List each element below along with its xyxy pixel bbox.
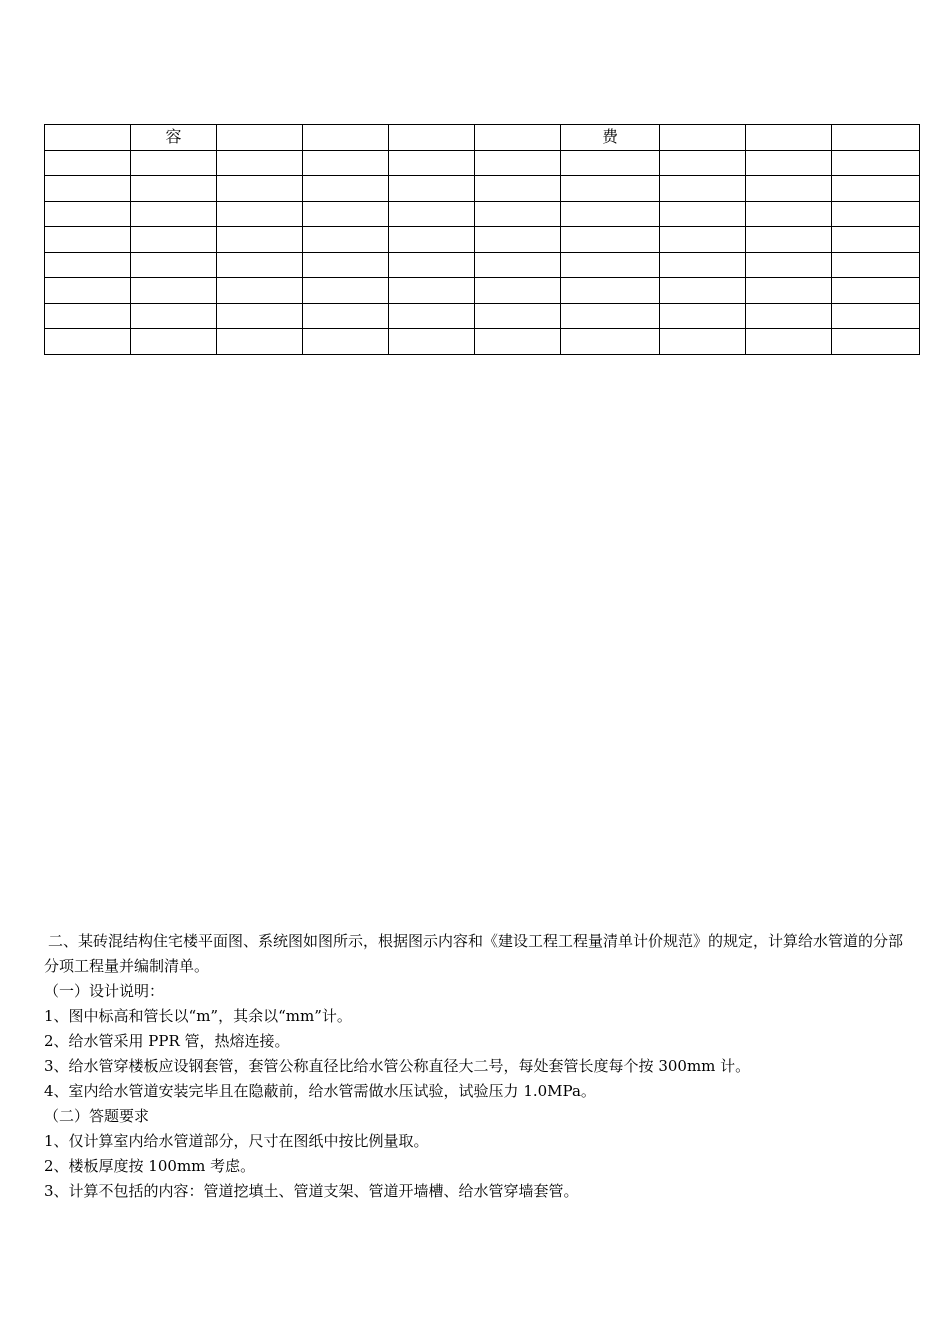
- table-cell: [660, 176, 746, 202]
- table-cell: [303, 227, 389, 253]
- table-cell: [217, 278, 303, 304]
- table-cell: [303, 150, 389, 176]
- table-cell: [561, 303, 660, 329]
- table-header-row: [45, 125, 920, 151]
- answer-requirement-item: 3、计算不包括的内容：管道挖填土、管道支架、管道开墙槽、给水管穿墙套管。: [44, 1182, 579, 1200]
- table-cell: [45, 150, 131, 176]
- table-cell: [832, 227, 920, 253]
- answer-requirements-heading: （二）答题要求: [44, 1107, 150, 1125]
- table-cell: [561, 252, 660, 278]
- table-cell: [131, 252, 217, 278]
- table-cell: [131, 227, 217, 253]
- table-cell: [303, 252, 389, 278]
- table-cell: [217, 150, 303, 176]
- table-cell: [303, 278, 389, 304]
- table-cell: [660, 150, 746, 176]
- table-header-cell: [832, 125, 920, 151]
- table-body: [45, 125, 920, 355]
- table-cell: [561, 150, 660, 176]
- table-cell: [475, 329, 561, 355]
- table-cell: [746, 252, 832, 278]
- table-cell: [389, 252, 475, 278]
- design-note-item: 3、给水管穿楼板应设钢套管，套管公称直径比给水管公称直径大二号，每处套管长度每个按 300mm 计。: [44, 1057, 751, 1075]
- table-cell: [389, 278, 475, 304]
- table-cell: [389, 201, 475, 227]
- table-cell: [45, 201, 131, 227]
- design-note-item: 4、室内给水管道安装完毕且在隐蔽前，给水管需做水压试验，试验压力 1.0MPa。: [44, 1082, 596, 1100]
- table-cell: [746, 150, 832, 176]
- table-cell: [131, 329, 217, 355]
- table-cell: [131, 201, 217, 227]
- table-cell: [389, 329, 475, 355]
- table-cell: [475, 201, 561, 227]
- table-row: [45, 252, 920, 278]
- table-row: [45, 176, 920, 202]
- table-header-cell: [746, 125, 832, 151]
- design-notes-heading: （一）设计说明：: [44, 982, 165, 1000]
- design-note-item: 1、图中标高和管长以“m”，其余以“mm”计。: [44, 1007, 352, 1025]
- table-row: [45, 278, 920, 304]
- table-cell: [660, 329, 746, 355]
- table-cell: [660, 227, 746, 253]
- table-header-cell: [660, 125, 746, 151]
- table-row: [45, 201, 920, 227]
- table-cell: [832, 201, 920, 227]
- table-cell: [45, 329, 131, 355]
- table-cell: [217, 329, 303, 355]
- table-cell: [303, 329, 389, 355]
- table-cell: [475, 176, 561, 202]
- table-cell: [45, 303, 131, 329]
- table-cell: [217, 252, 303, 278]
- table-cell: [832, 150, 920, 176]
- table-cell: [746, 329, 832, 355]
- quantity-table: [44, 124, 920, 355]
- table-cell: [832, 303, 920, 329]
- table-cell: [131, 303, 217, 329]
- table-cell: [389, 303, 475, 329]
- table-cell: [746, 227, 832, 253]
- table-cell: [475, 252, 561, 278]
- table-cell: [217, 303, 303, 329]
- table-cell: [131, 150, 217, 176]
- table-cell: [746, 176, 832, 202]
- table-cell: [475, 150, 561, 176]
- table-cell: [660, 303, 746, 329]
- table-cell: [832, 252, 920, 278]
- table-cell: [561, 329, 660, 355]
- table-cell: [832, 176, 920, 202]
- answer-requirement-item: 2、楼板厚度按 100mm 考虑。: [44, 1157, 256, 1175]
- table-header-cell: [45, 125, 131, 151]
- table-header-cell: 容: [131, 125, 217, 151]
- table-cell: [303, 303, 389, 329]
- table-header-cell: [475, 125, 561, 151]
- table-header-cell: [303, 125, 389, 151]
- table-cell: [131, 176, 217, 202]
- table-cell: [561, 201, 660, 227]
- table-cell: [561, 176, 660, 202]
- table-cell: [45, 252, 131, 278]
- table-cell: [303, 176, 389, 202]
- table-cell: [217, 201, 303, 227]
- table-row: [45, 227, 920, 253]
- table-cell: [475, 227, 561, 253]
- table-cell: [746, 278, 832, 304]
- problem-intro: 二、某砖混结构住宅楼平面图、系统图如图所示，根据图示内容和《建设工程工程量清单计价规范》的规定，计算给水管道的分部分项工程量并编制清单。: [44, 932, 904, 975]
- table-cell: [660, 278, 746, 304]
- table-cell: [561, 278, 660, 304]
- table-header-cell: [217, 125, 303, 151]
- table-header-cell: [389, 125, 475, 151]
- table-header-cell: 费: [561, 125, 660, 151]
- table-row: [45, 150, 920, 176]
- table-cell: [389, 176, 475, 202]
- table-cell: [832, 329, 920, 355]
- table-cell: [303, 201, 389, 227]
- table-cell: [475, 303, 561, 329]
- table-cell: [45, 227, 131, 253]
- table-cell: [217, 176, 303, 202]
- table-cell: [660, 252, 746, 278]
- table-cell: [389, 150, 475, 176]
- table-cell: [746, 201, 832, 227]
- problem-section: [44, 929, 914, 1204]
- table-cell: [217, 227, 303, 253]
- table-cell: [131, 278, 217, 304]
- table-cell: [389, 227, 475, 253]
- table-cell: [475, 278, 561, 304]
- table-cell: [45, 176, 131, 202]
- answer-requirement-item: 1、仅计算室内给水管道部分，尺寸在图纸中按比例量取。: [44, 1132, 429, 1150]
- table-row: [45, 303, 920, 329]
- design-note-item: 2、给水管采用 PPR 管，热熔连接。: [44, 1032, 290, 1050]
- table-cell: [45, 278, 131, 304]
- table-cell: [660, 201, 746, 227]
- table-cell: [832, 278, 920, 304]
- table-cell: [746, 303, 832, 329]
- table-cell: [561, 227, 660, 253]
- table-row: [45, 329, 920, 355]
